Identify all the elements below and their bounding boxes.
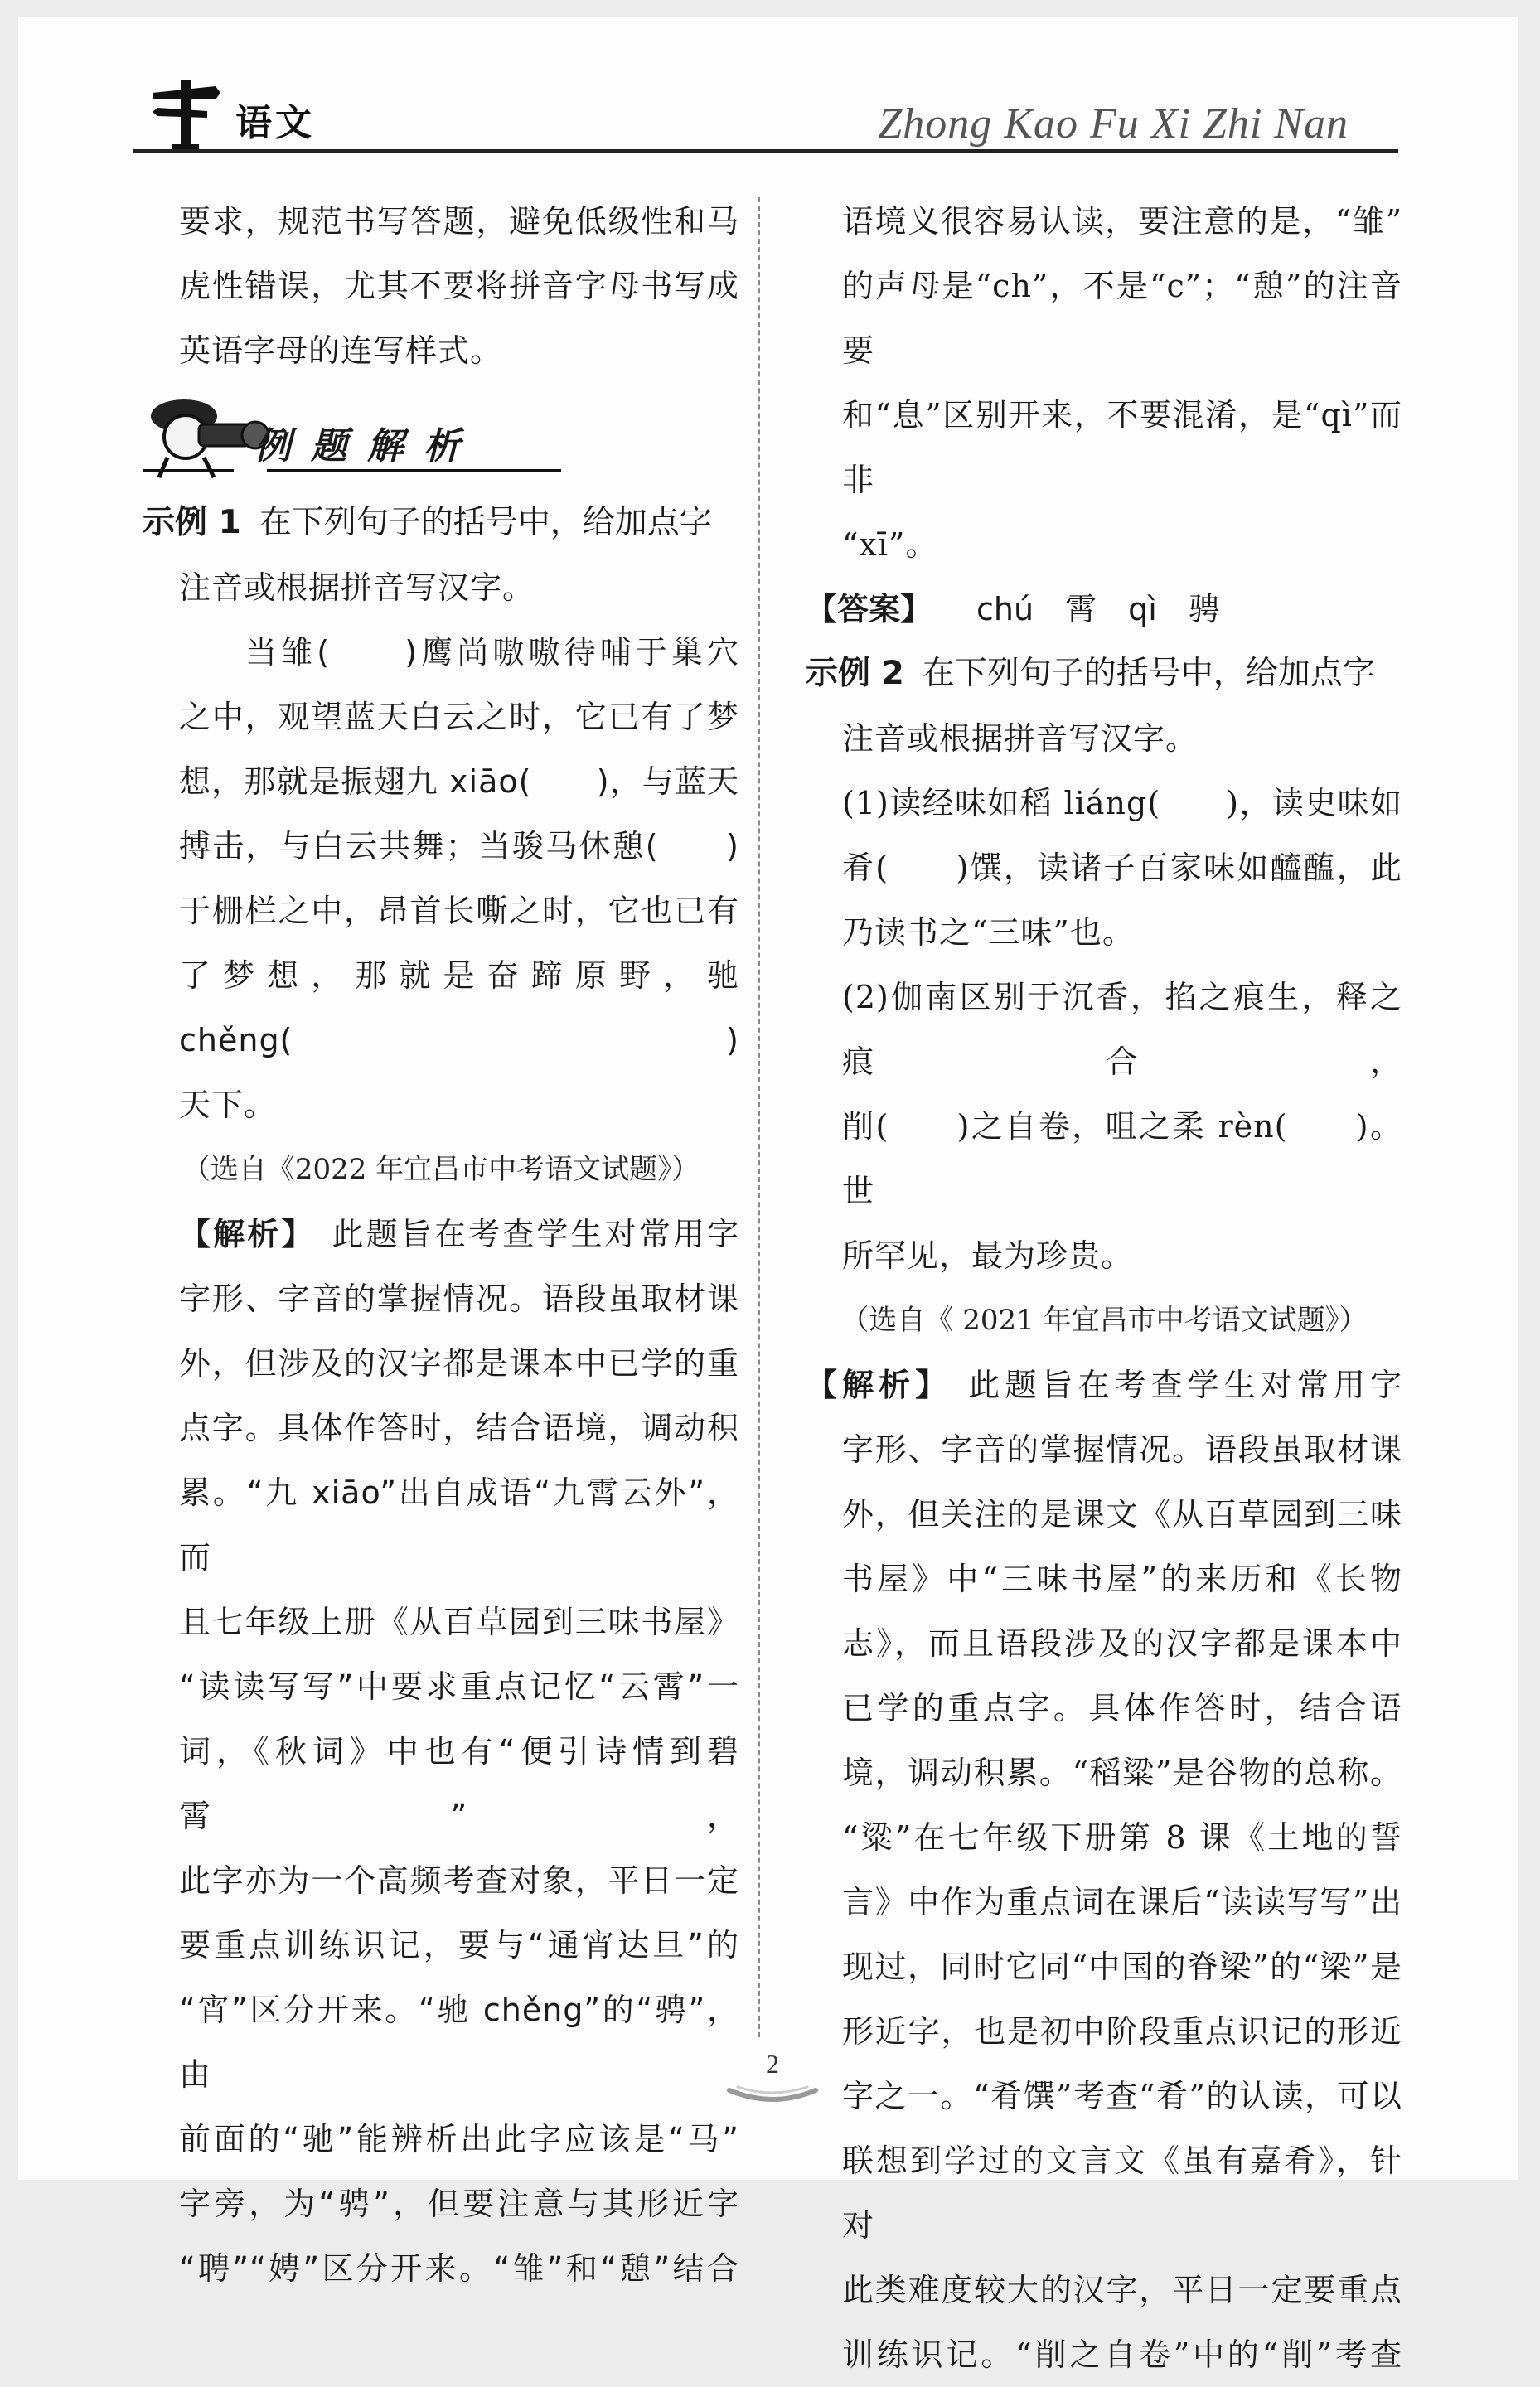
example-tag: 示例 1	[143, 504, 241, 541]
analysis-line: “聘”“娉”区分开来。“雏”和“憩”结合	[179, 2250, 739, 2287]
item-line: 所罕见，最为珍贵。	[842, 1237, 1134, 1274]
analysis-line: 已学的重点字。具体作答时，结合语	[842, 1690, 1402, 1726]
analysis-line: 且七年级上册《从百草园到三味书屋》	[179, 1604, 739, 1640]
text-line: “xī”。	[842, 526, 938, 563]
book-page	[18, 17, 1518, 2373]
example-1-passage	[143, 620, 739, 1137]
example-2	[806, 642, 1402, 2387]
analysis-line: “读读写写”中要求重点记忆“云霄”一	[179, 1668, 739, 1705]
analysis-line: 字形、字音的掌握情况。语段虽取材课	[842, 1431, 1402, 1468]
answer-line	[806, 577, 1402, 642]
passage-line: 了梦想，那就是奋蹄原野，驰 chěng( )	[179, 957, 739, 1058]
analysis-line: 境，调动积累。“稻粱”是谷物的总称。	[842, 1755, 1402, 1791]
passage-line: 之中，观望蓝天白云之时，它已有了梦	[179, 699, 739, 735]
analysis-line: 点字。具体作答时，结合语境，调动积	[179, 1410, 739, 1446]
source-citation: （选自《 2021 年宜昌市中考语文试题》）	[840, 1304, 1368, 1337]
analysis-body	[806, 1417, 1402, 2387]
section-banner	[143, 383, 739, 491]
analysis-line: 字旁，为“骋”，但要注意与其形近字	[179, 2186, 739, 2222]
prompt-text: 注音或根据拼音写汉字。	[842, 720, 1199, 757]
prompt-text: 在下列句子的括号中，给加点字	[259, 504, 712, 541]
analysis-continuation	[806, 189, 1402, 577]
page-footer	[714, 2049, 831, 2107]
item-line: (1)读经味如稻 liáng( )，读史味如	[842, 785, 1402, 821]
header-rule	[133, 149, 1398, 153]
analysis-line: 言》中作为重点词在课后“读读写写”出	[842, 1884, 1402, 1920]
passage-line: 于栅栏之中，昂首长嘶之时，它也已有	[179, 893, 739, 929]
subject-title: 语文	[235, 102, 315, 144]
page-number: 2	[766, 2049, 779, 2079]
analysis-line: 此类难度较大的汉字，平日一定要重点	[842, 2272, 1402, 2308]
analysis-label: 【解析】	[179, 1216, 316, 1252]
analysis-line: 联想到学过的文言文《虽有嘉肴》，针对	[842, 2142, 1402, 2244]
analysis-line: 字形、字音的掌握情况。语段虽取材课	[179, 1281, 739, 1317]
analysis-line: 此字亦为一个高频考查对象，平日一定	[179, 1862, 739, 1899]
source-citation: （选自《2022 年宜昌市中考语文试题》）	[182, 1153, 700, 1186]
example-2-item-2	[806, 965, 1402, 1288]
analysis-line: 形近字，也是初中阶段重点识记的形近	[842, 2013, 1402, 2050]
text-line: 的声母是“ch”，不是“c”；“憩”的注音要	[842, 268, 1402, 369]
text-line: 要求，规范书写答题，避免低级性和马	[179, 203, 739, 240]
analysis-line: 累。“九 xiāo”出自成语“九霄云外”，而	[179, 1474, 739, 1576]
example-1-prompt	[143, 491, 739, 555]
analysis-line: 字之一。“肴馔”考查“肴”的认读，可以	[842, 2078, 1402, 2114]
analysis-line	[806, 1353, 1402, 1417]
column-divider	[758, 197, 760, 2037]
analysis-line	[179, 1202, 739, 1266]
analysis-line: 词，《秋词》中也有“便引诗情到碧霄”，	[179, 1733, 739, 1834]
page-header	[18, 17, 1518, 166]
analysis-label: 【解析】	[806, 1367, 952, 1403]
analysis-line: “粱”在七年级下册第 8 课《土地的誓	[842, 1819, 1402, 1856]
analysis-line: 外，但关注的是课文《从百草园到三味	[842, 1496, 1402, 1532]
section-underline	[267, 469, 561, 472]
item-line: (2)伽南区别于沉香，掐之痕生，释之痕合，	[842, 979, 1402, 1080]
series-title: Zhong Kao Fu Xi Zhi Nan	[878, 100, 1349, 148]
example-1	[143, 491, 739, 2301]
passage-line: 搏击，与白云共舞；当骏马休憩( )	[179, 828, 739, 864]
passage-line: 天下。	[179, 1087, 277, 1123]
analysis-line: 志》，而且语段涉及的汉字都是课本中	[842, 1625, 1402, 1662]
signpost-icon	[149, 75, 224, 151]
example-tag: 示例 2	[806, 655, 904, 692]
passage-line: 想，那就是振翅九 xiāo( )，与蓝天	[179, 763, 739, 800]
prompt-text: 在下列句子的括号中，给加点字	[922, 655, 1375, 692]
answer-text: chú 霄 qì 骋	[976, 591, 1220, 627]
example-1-analysis	[143, 1202, 739, 2301]
item-line: 乃读书之“三味”也。	[842, 914, 1135, 951]
analysis-line: 外，但涉及的汉字都是课本中已学的重	[179, 1345, 739, 1382]
item-line: 削( )之自卷，咀之柔 rèn( )。世	[842, 1108, 1402, 1209]
example-2-analysis	[806, 1353, 1402, 2387]
example-2-item-1	[806, 771, 1402, 965]
passage-line: 当雏( )鹰尚嗷嗷待哺于巢穴	[245, 634, 739, 671]
analysis-line: “宵”区分开来。“驰 chěng”的“骋”，由	[179, 1992, 739, 2093]
intro-paragraph	[143, 189, 739, 383]
analysis-text: 此题旨在考查学生对常用字	[968, 1367, 1402, 1403]
text-line: 英语字母的连写样式。	[179, 332, 503, 369]
text-line: 虎性错误，尤其不要将拼音字母书写成	[179, 268, 739, 304]
left-column	[143, 189, 739, 2301]
text-line: 和“息”区别开来，不要混淆，是“qì”而非	[842, 397, 1402, 498]
answer-label: 【答案】	[806, 591, 932, 627]
analysis-text: 此题旨在考查学生对常用字	[332, 1216, 739, 1252]
analysis-line: 要重点训练识记，要与“通宵达旦”的	[179, 1927, 739, 1963]
analysis-line: 书屋》中“三味书屋”的来历和《长物	[842, 1561, 1402, 1597]
right-column	[806, 189, 1402, 2387]
item-line: 肴( )馔，读诸子百家味如醯醢，此	[842, 850, 1402, 886]
section-title: 例题解析	[254, 425, 480, 467]
analysis-line: 前面的“驰”能辨析出此字应该是“马”	[179, 2121, 739, 2157]
analysis-line: 现过，同时它同“中国的脊梁”的“梁”是	[842, 1949, 1402, 1985]
example-2-prompt	[806, 642, 1402, 706]
text-line: 语境义很容易认读，要注意的是，“雏”	[842, 203, 1402, 240]
analysis-line: 训练识记。“削之自卷”中的“削”考查	[842, 2336, 1402, 2373]
prompt-text: 注音或根据拼音写汉字。	[179, 569, 535, 606]
